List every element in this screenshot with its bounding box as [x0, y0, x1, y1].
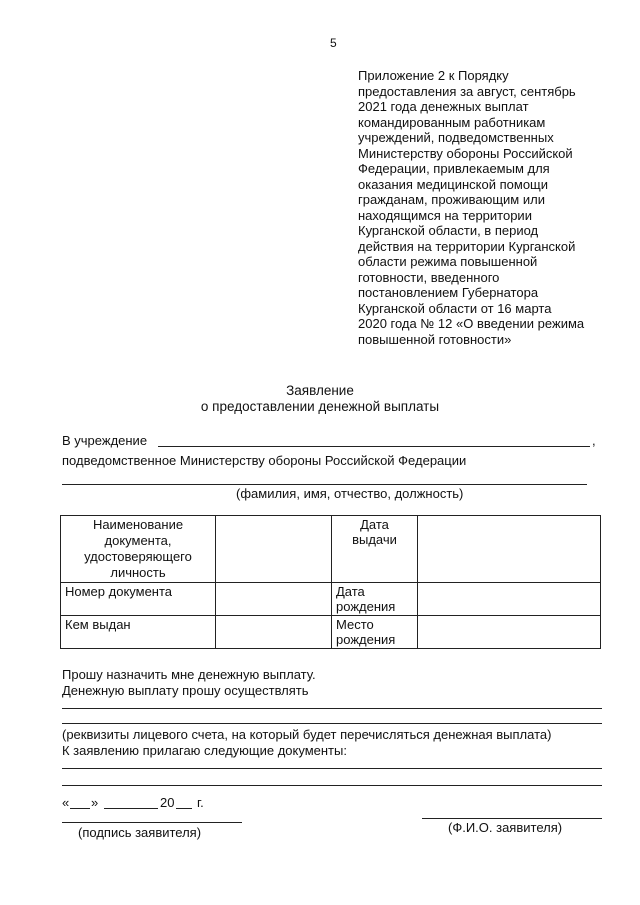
account-line-1	[62, 708, 602, 709]
issued-by-value	[216, 616, 332, 649]
birth-place-value	[418, 616, 601, 649]
doc-number-label: Номер документа	[61, 583, 216, 616]
appendix-line: действия на территории Курганской	[358, 238, 576, 254]
attach-line-2	[62, 785, 602, 786]
issue-date-label: Дата выдачи	[332, 516, 418, 583]
request-text: Прошу назначить мне денежную выплату.	[62, 667, 316, 682]
appendix-line: 2020 года № 12 «О введении режима	[358, 316, 585, 331]
document-title: Заявление	[286, 383, 354, 398]
appendix-line: Курганской области от 16 марта	[358, 300, 552, 316]
date-month-line	[104, 808, 158, 809]
birth-date-value	[418, 583, 601, 616]
appendix-line: области режима повышенной	[358, 254, 538, 269]
date-day-line	[70, 808, 90, 809]
institution-line	[158, 446, 590, 447]
identity-document-table	[60, 515, 601, 649]
birth-place-label: Место рождения	[332, 616, 418, 649]
date-year-prefix: 20	[160, 795, 175, 810]
doc-number-value	[216, 583, 332, 616]
appendix-note	[358, 68, 608, 347]
appendix-line: Курганской области, в период	[358, 223, 539, 238]
appendix-line: Министерству обороны Российской	[358, 145, 573, 161]
fio-line	[422, 818, 602, 819]
account-line-2	[62, 723, 602, 724]
institution-comma: ,	[592, 433, 596, 448]
date-open-quote: «	[62, 795, 70, 810]
name-hint: (фамилия, имя, отчество, должность)	[236, 486, 464, 501]
signature-line	[62, 822, 242, 823]
signature-hint: (подпись заявителя)	[78, 825, 202, 840]
page-number: 5	[330, 36, 337, 50]
date-year-line	[176, 808, 192, 809]
attach-line-1	[62, 768, 602, 769]
document-subtitle: о предоставлении денежной выплаты	[200, 399, 440, 414]
birth-date-label: Дата рождения	[332, 583, 418, 616]
date-year-suffix: г.	[197, 795, 204, 810]
appendix-line: гражданам, проживающим или	[358, 192, 545, 207]
appendix-line: Федерации, привлекаемым для	[358, 161, 550, 176]
appendix-line: оказания медицинской помощи	[358, 176, 549, 192]
subordinate-text: подведомственное Министерству обороны Российской Федерации	[62, 453, 467, 468]
issued-by-label: Кем выдан	[61, 616, 216, 649]
appendix-line: находящимся на территории	[358, 207, 532, 223]
appendix-line: постановлением Губернатора	[358, 285, 539, 300]
account-hint: (реквизиты лицевого счета, на который будет перечисляться денежная выплата)	[62, 727, 552, 742]
attach-text: К заявлению прилагаю следующие документы:	[62, 743, 347, 758]
issue-date-value	[418, 516, 601, 583]
date-close-quote: »	[91, 795, 99, 810]
payment-text: Денежную выплату прошу осуществлять	[62, 683, 309, 698]
appendix-line: командированным работникам	[358, 114, 546, 130]
institution-label: В учреждение	[62, 433, 148, 448]
appendix-line: повышенной готовности»	[358, 331, 512, 347]
appendix-line: предоставления за август, сентябрь	[358, 83, 576, 99]
doc-name-label: Наименование документа, удостоверяющего личность	[61, 516, 216, 583]
appendix-line: 2021 года денежных выплат	[358, 99, 529, 114]
appendix-line: учреждений, подведомственных	[358, 130, 554, 145]
appendix-line: готовности, введенного	[358, 269, 500, 285]
applicant-name-line	[62, 484, 587, 485]
doc-name-value	[216, 516, 332, 583]
fio-hint: (Ф.И.О. заявителя)	[448, 820, 563, 835]
appendix-line: Приложение 2 к Порядку	[358, 68, 509, 83]
